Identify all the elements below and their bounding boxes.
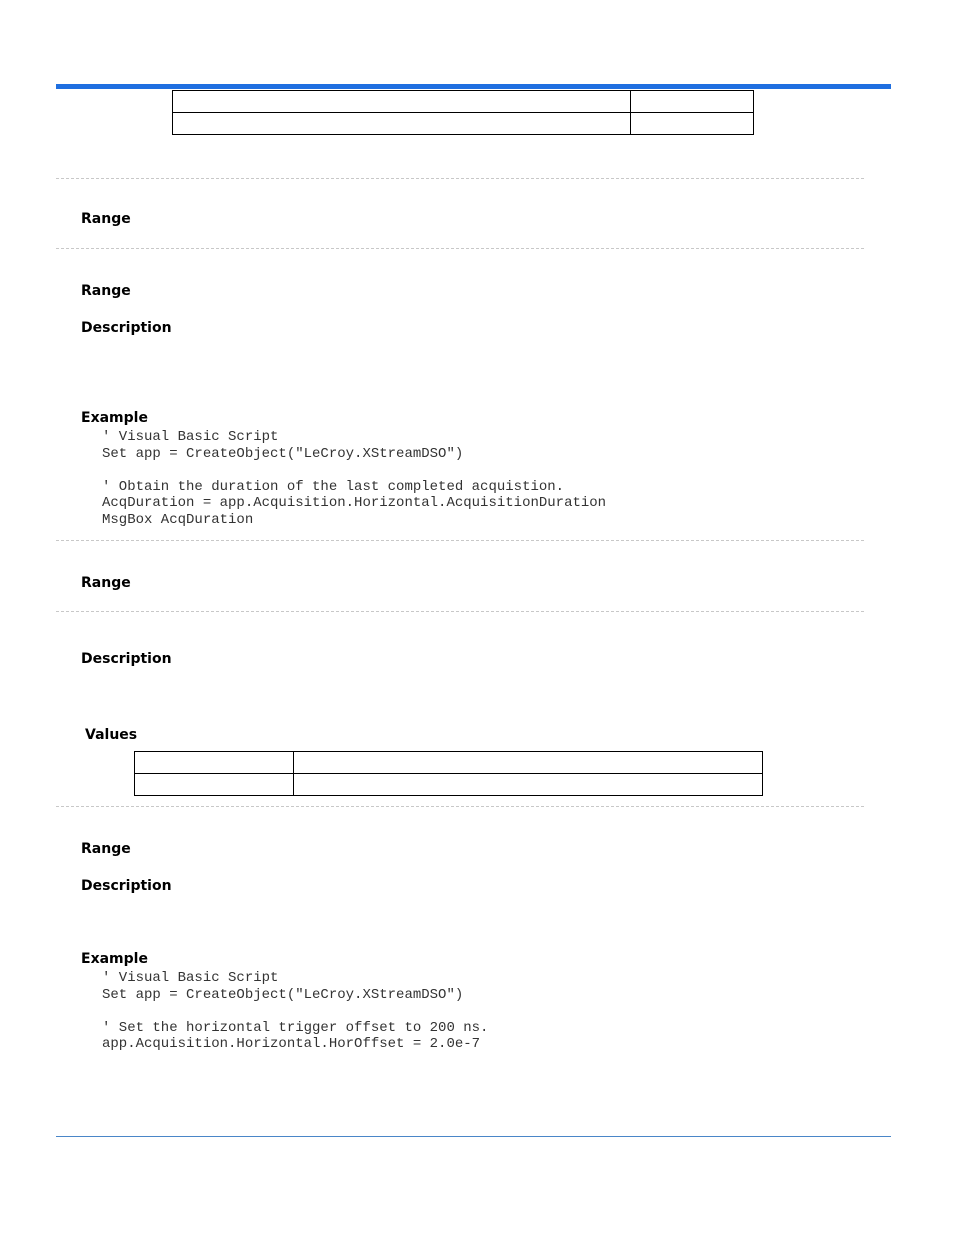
code-line: Set app = CreateObject("LeCroy.XStreamDSO") — [102, 445, 464, 462]
section-divider — [56, 611, 864, 612]
code-example-horizontal-offset — [102, 970, 488, 1053]
code-line: MsgBox AcqDuration — [102, 511, 254, 528]
section-divider — [56, 248, 864, 249]
table-row — [135, 774, 763, 796]
range-heading: Range — [81, 841, 131, 857]
footer-rule — [56, 1136, 891, 1137]
code-example-acquisition-duration — [102, 429, 606, 528]
range-heading: Range — [81, 211, 131, 227]
table-cell — [173, 91, 631, 113]
range-heading: Range — [81, 575, 131, 591]
top-table — [172, 90, 754, 135]
code-line: app.Acquisition.Horizontal.HorOffset = 2.0e-7 — [102, 1036, 481, 1052]
section-divider — [56, 540, 864, 541]
code-line: ' Set the horizontal trigger offset to 200 ns. — [102, 1019, 489, 1036]
table-row — [173, 113, 754, 135]
range-heading: Range — [81, 283, 131, 299]
description-heading: Description — [81, 878, 172, 894]
code-line: ' Visual Basic Script — [102, 970, 279, 986]
section-divider — [56, 178, 864, 179]
code-line: ' Obtain the duration of the last completed acquistion. — [102, 478, 565, 495]
table-cell — [294, 752, 763, 774]
header-accent-bar — [56, 84, 891, 89]
description-heading: Description — [81, 651, 172, 667]
code-line — [102, 1003, 488, 1020]
values-table — [134, 751, 763, 796]
table-cell — [135, 774, 294, 796]
table-row — [135, 752, 763, 774]
example-heading: Example — [81, 410, 148, 426]
code-line: Set app = CreateObject("LeCroy.XStreamDSO") — [102, 986, 464, 1003]
description-heading: Description — [81, 320, 172, 336]
values-heading: Values — [85, 727, 138, 743]
section-divider — [56, 806, 864, 807]
table-cell — [631, 91, 754, 113]
example-heading: Example — [81, 951, 148, 967]
code-line — [102, 462, 606, 479]
table-cell — [135, 752, 294, 774]
table-cell — [631, 113, 754, 135]
table-row — [173, 91, 754, 113]
table-cell — [294, 774, 763, 796]
table-cell — [173, 113, 631, 135]
code-line: ' Visual Basic Script — [102, 429, 279, 445]
code-line: AcqDuration = app.Acquisition.Horizontal.AcquisitionDuration — [102, 495, 607, 511]
